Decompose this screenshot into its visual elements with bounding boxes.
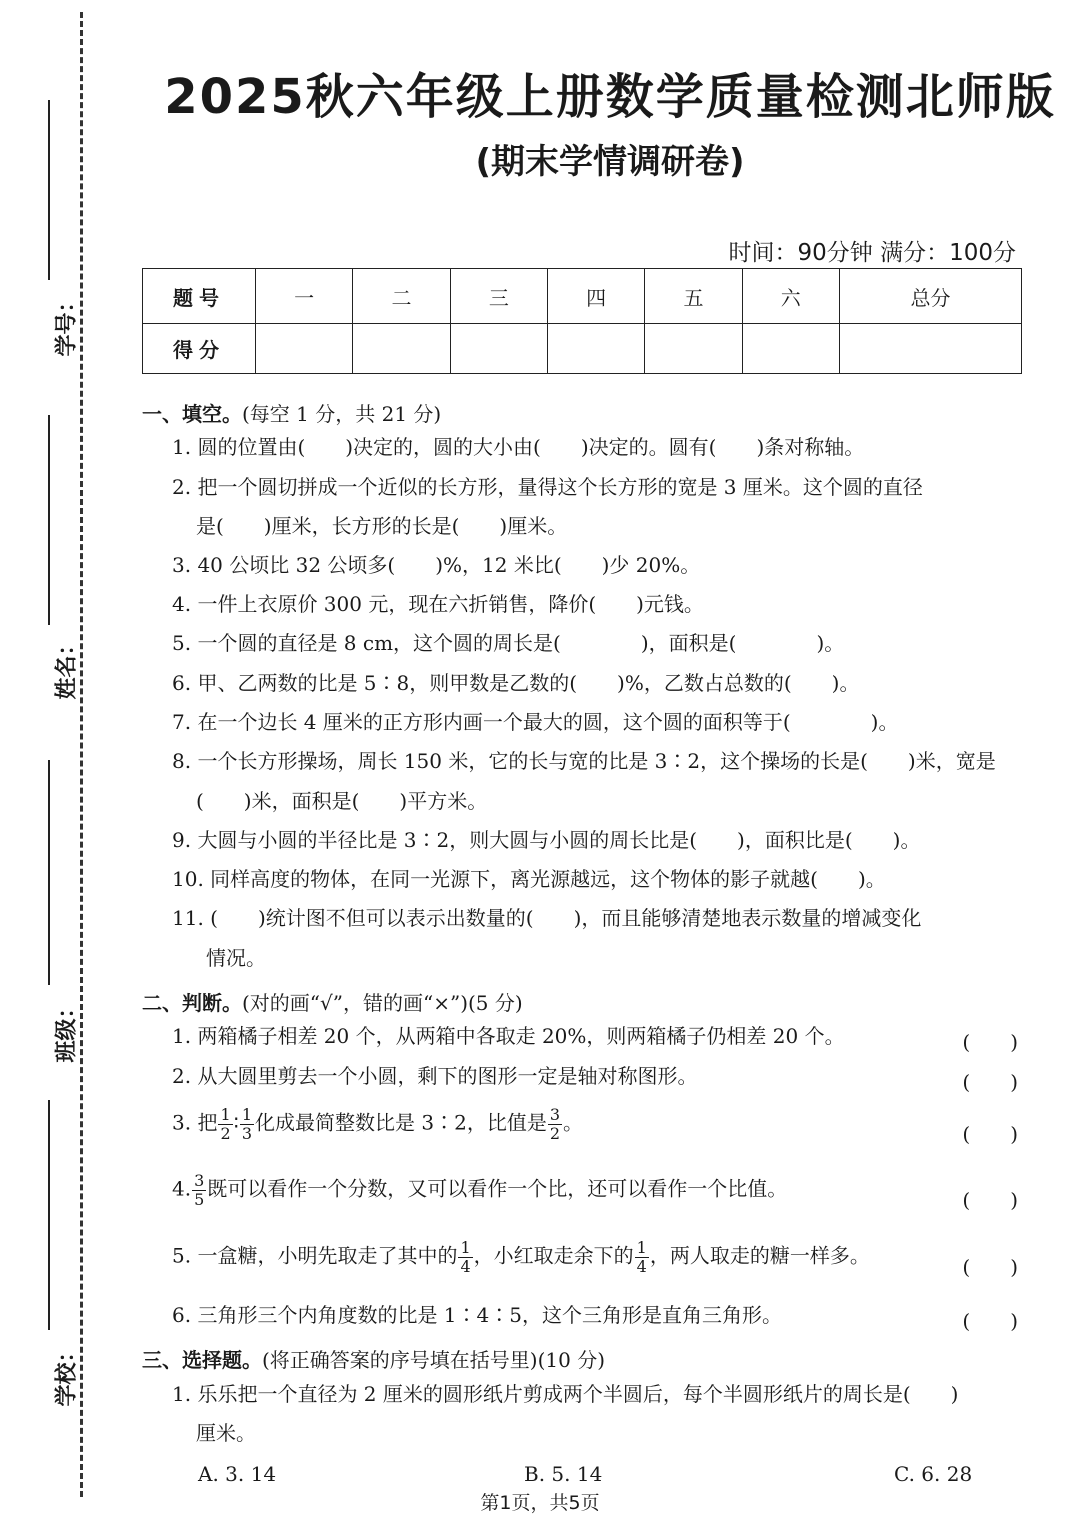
s1-question-9: 9. 大圆与小圆的半径比是 3∶2，则大圆与小圆的周长比是( )，面积比是( )。: [172, 828, 921, 852]
class-line[interactable]: [48, 760, 50, 985]
s1-question-6: 6. 甲、乙两数的比是 5∶8，则甲数是乙数的( )%，乙数占总数的( )。: [172, 671, 860, 695]
score-col-2: 二: [353, 269, 450, 324]
score-cell-total[interactable]: [839, 324, 1021, 374]
s1-question-8: 8. 一个长方形操场，周长 150 米，它的长与宽的比是 3∶2，这个操场的长是( )米，宽是: [172, 749, 996, 773]
s3-question-1: 1. 乐乐把一个直径为 2 厘米的圆形纸片剪成两个半圆后，每个半圆形纸片的周长是( ): [172, 1382, 959, 1406]
score-table-score-row: [143, 324, 1022, 374]
fraction-three-halves: $\frac{3}{2}$: [549, 1105, 561, 1143]
s1-question-5: 5. 一个圆的直径是 8 cm，这个圆的周长是( )，面积是( )。: [172, 631, 845, 655]
score-cell-3[interactable]: [450, 324, 547, 374]
name-field: [18, 415, 80, 700]
s1-question-2: 2. 把一个圆切拼成一个近似的长方形，量得这个长方形的宽是 3 厘米。这个圆的直径: [172, 475, 923, 499]
section3-note: (将正确答案的序号填在括号里)(10 分): [262, 1348, 606, 1372]
s1-question-11-cont: 情况。: [206, 946, 266, 970]
s1-question-7: 7. 在一个边长 4 厘米的正方形内画一个最大的圆，这个圆的面积等于( )。: [172, 710, 899, 734]
s3-q1-option-b[interactable]: B. 5. 14: [524, 1462, 603, 1486]
name-label: 姓名：: [54, 633, 80, 700]
score-cell-2[interactable]: [353, 324, 450, 374]
time-score-info: 时间：90分钟 满分：100分: [728, 240, 1016, 266]
s1-question-11: 11. ( )统计图不但可以表示出数量的( )，而且能够清楚地表示数量的增减变化: [172, 906, 922, 930]
section1-note: (每空 1 分，共 21 分): [242, 402, 442, 426]
binding-dashed-line: [80, 12, 83, 1497]
school-line[interactable]: [48, 1100, 50, 1330]
s2-q4-text: 既可以看作一个分数，又可以看作一个比，还可以看作一个比值。: [207, 1176, 788, 1201]
s2-q5-prefix: 5. 一盒糖，小明先取走了其中的: [172, 1243, 458, 1268]
school-label: 学校：: [54, 1340, 80, 1407]
section2-title: 二、判断。: [142, 991, 242, 1015]
score-col-total: 总分: [839, 269, 1021, 324]
s3-q1-option-a[interactable]: A. 3. 14: [198, 1462, 277, 1486]
student-no-label: 学号：: [54, 290, 80, 357]
fraction-three-fifths: $\frac{3}{5}$: [194, 1171, 205, 1209]
score-table: [142, 268, 1022, 374]
s2-q3-prefix: 3. 把: [172, 1110, 218, 1135]
score-cell-4[interactable]: [547, 324, 644, 374]
s2-answer-5[interactable]: ( ): [962, 1255, 1018, 1279]
ratio-colon: ∶: [233, 1110, 239, 1135]
fraction-one-quarter-a: $\frac{1}{4}$: [460, 1238, 471, 1276]
s2-question-1: 1. 两箱橘子相差 20 个，从两箱中各取走 20%，则两箱橘子仍相差 20 个。: [172, 1024, 845, 1048]
s1-question-4: 4. 一件上衣原价 300 元，现在六折销售，降价( )元钱。: [172, 592, 704, 616]
score-col-5: 五: [645, 269, 742, 324]
s2-answer-1[interactable]: ( ): [962, 1030, 1018, 1054]
score-col-4: 四: [547, 269, 644, 324]
s2-question-3: [172, 1106, 1022, 1142]
s2-q3-end: 。: [563, 1110, 584, 1135]
fraction-one-quarter-b: $\frac{1}{4}$: [636, 1238, 647, 1276]
section3-title: 三、选择题。: [142, 1348, 262, 1372]
s2-q5-middle: ，小红取走余下的: [473, 1243, 634, 1268]
score-col-6: 六: [742, 269, 839, 324]
s2-question-4: [172, 1172, 1022, 1208]
s2-question-2: 2. 从大圆里剪去一个小圆，剩下的图形一定是轴对称图形。: [172, 1064, 698, 1088]
score-table-row-label: 题号: [143, 269, 256, 324]
score-table-header-row: [143, 269, 1022, 324]
class-label: 班级：: [54, 996, 80, 1063]
s1-question-1: 1. 圆的位置由( )决定的，圆的大小由( )决定的。圆有( )条对称轴。: [172, 435, 865, 459]
section3-heading: [142, 1344, 605, 1373]
s2-answer-6[interactable]: ( ): [962, 1309, 1018, 1333]
score-cell-1[interactable]: [256, 324, 353, 374]
s1-question-8-cont: ( )米，面积是( )平方米。: [196, 789, 488, 813]
class-field: [18, 760, 80, 1063]
s2-answer-2[interactable]: ( ): [962, 1070, 1018, 1094]
section1-title: 一、填空。: [142, 402, 242, 426]
s2-question-6: 6. 三角形三个内角度数的比是 1∶4∶5，这个三角形是直角三角形。: [172, 1303, 782, 1327]
s1-question-10: 10. 同样高度的物体，在同一光源下，离光源越远，这个物体的影子就越( )。: [172, 867, 886, 891]
score-cell-5[interactable]: [645, 324, 742, 374]
fraction-one-third: $\frac{1}{3}$: [241, 1105, 253, 1143]
s2-question-5: [172, 1239, 1022, 1275]
student-no-line[interactable]: [48, 100, 50, 280]
score-col-3: 三: [450, 269, 547, 324]
s2-answer-3[interactable]: ( ): [962, 1122, 1018, 1146]
section1-heading: [142, 398, 441, 427]
page-title: 2025秋六年级上册数学质量检测北师版: [164, 69, 1056, 125]
page-subtitle: (期末学情调研卷): [475, 142, 745, 182]
s2-q3-middle: 化成最简整数比是 3∶2，比值是: [255, 1110, 547, 1135]
s3-q1-option-c[interactable]: C. 6. 28: [894, 1462, 973, 1486]
section2-note: (对的画“√”，错的画“×”)(5 分): [242, 991, 523, 1015]
score-cell-6[interactable]: [742, 324, 839, 374]
s1-question-2-cont: 是( )厘米，长方形的长是( )厘米。: [196, 514, 568, 538]
s2-answer-4[interactable]: ( ): [962, 1188, 1018, 1212]
name-line[interactable]: [48, 415, 50, 625]
school-field: [18, 1100, 80, 1407]
s3-question-1-cont: 厘米。: [196, 1421, 256, 1445]
student-no-field: [18, 100, 80, 357]
s2-q4-prefix: 4.: [172, 1176, 192, 1201]
fraction-one-half: $\frac{1}{2}$: [220, 1105, 231, 1143]
page-footer: 第1页，共5页: [480, 1492, 600, 1514]
s2-q5-text: ，两人取走的糖一样多。: [649, 1243, 870, 1268]
s1-question-3: 3. 40 公顷比 32 公顷多( )%，12 米比( )少 20%。: [172, 553, 701, 577]
section2-heading: [142, 987, 523, 1016]
score-col-1: 一: [256, 269, 353, 324]
score-table-score-label: 得分: [143, 324, 256, 374]
